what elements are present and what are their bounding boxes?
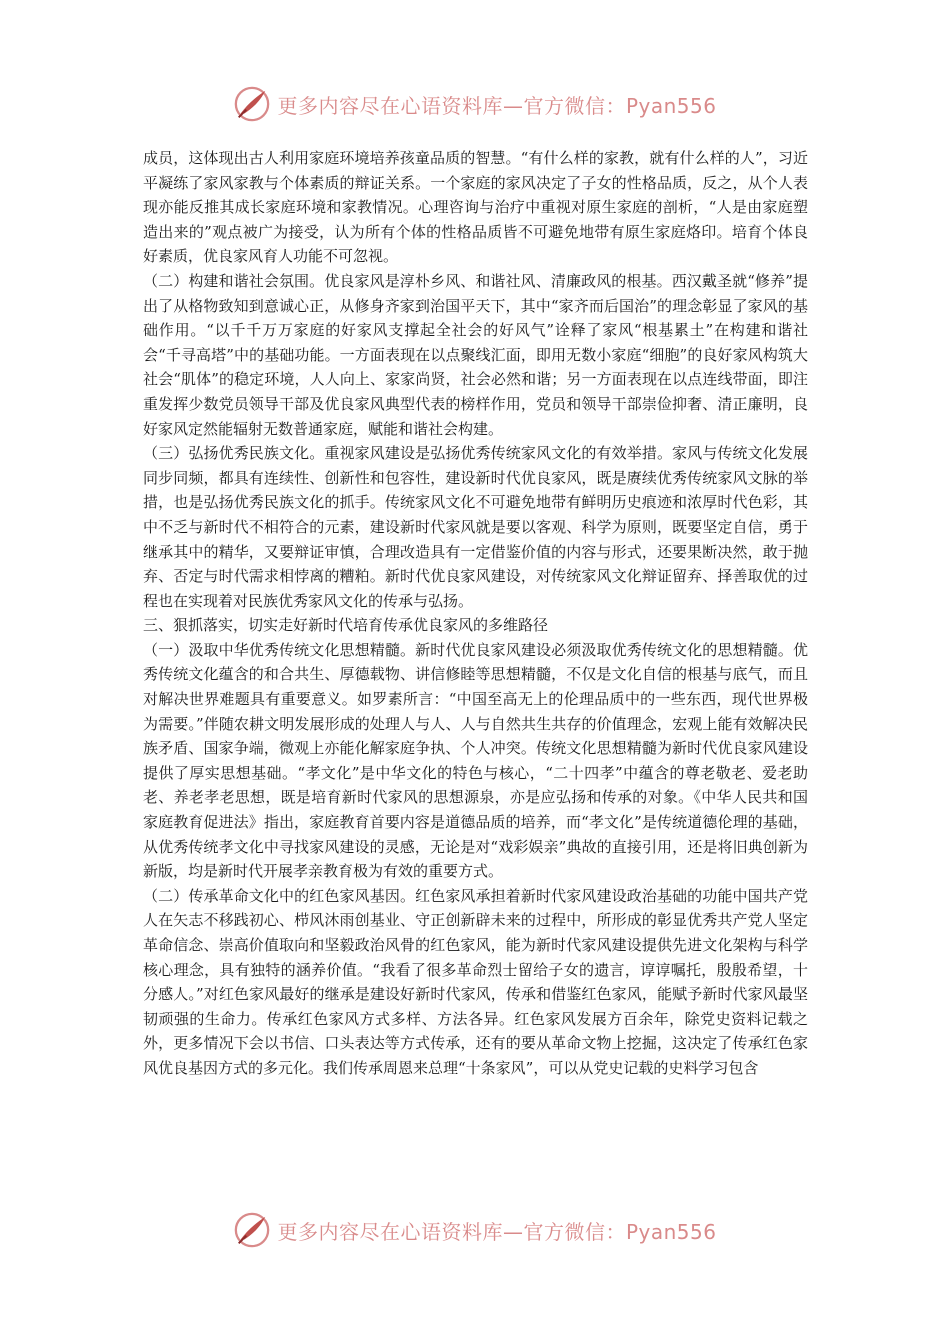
quill-logo-icon <box>233 85 271 123</box>
footer-banner <box>0 1210 950 1250</box>
banner-text: 更多内容尽在心语资料库—官方微信：Pyan556 <box>277 93 717 118</box>
paragraph: （二）构建和谐社会氛围。优良家风是淳朴乡风、和谐社风、清廉政风的根基。西汉戴圣就“修养”提出了从格物致知到意诚心正，从修身齐家到治国平天下，其中“家齐而后国治”的理念彰显了家风的基础作用。“以千千万万家庭的好家风支撑起全社会的好风气”诠释了家风“根基累土”在构建和谐社会“千寻高塔”中的基础功能。一方面表现在以点聚线汇面，即用无数小家庭“细胞”的良好家风构筑大社会“肌体”的稳定环境，人人向上、家家尚贤，社会必然和谐；另一方面表现在以点连线带面，即注重发挥少数党员领导干部及优良家风典型代表的榜样作用，党员和领导干部崇俭抑奢、清正廉明，良好家风定然能辐射无数普通家庭，赋能和谐社会构建。 <box>143 271 808 438</box>
quill-logo-icon <box>233 1211 271 1249</box>
paragraph: 成员，这体现出古人利用家庭环境培养孩童品质的智慧。“有什么样的家教，就有什么样的人”，习近平凝练了家风家教与个体素质的辩证关系。一个家庭的家风决定了子女的性格品质，反之，从个人表现亦能反推其成长家庭环境和家教情况。心理咨询与治疗中重视对原生家庭的剖析，“人是由家庭塑造出来的”观点被广为接受，认为所有个体的性格品质皆不可避免地带有原生家庭烙印。培育个体良好素质，优良家风育人功能不可忽视。 <box>143 149 808 266</box>
paragraph: （三）弘扬优秀民族文化。重视家风建设是弘扬优秀传统家风文化的有效举措。家风与传统文化发展同步同频，都具有连续性、创新性和包容性，建设新时代优良家风，既是赓续优秀传统家风文脉的举措，也是弘扬优秀民族文化的抓手。传统家风文化不可避免地带有鲜明历史痕迹和浓厚时代色彩，其中不乏与新时代不相符合的元素，建设新时代家风就是要以客观、科学为原则，既要坚定自信，勇于继承其中的精华，又要辩证审慎，合理改造具有一定借鉴价值的内容与形式，还要果断决然，敢于抛弃、否定与时代需求相悖离的糟粕。新时代优良家风建设，对传统家风文化辩证留弃、择善取优的过程也在实现着对民族优秀家风文化的传承与弘扬。 <box>143 444 808 610</box>
header-banner <box>0 84 950 124</box>
paragraph: （一）汲取中华优秀传统文化思想精髓。新时代优良家风建设必须汲取优秀传统文化的思想精髓。优秀传统文化蕴含的和合共生、厚德载物、讲信修睦等思想精髓，不仅是文化自信的根基与底气，而且对解决世界难题具有重要意义。如罗素所言：“中国至高无上的伦理品质中的一些东西，现代世界极为需要。”伴随农耕文明发展形成的处理人与人、人与自然共生共存的价值理念，宏观上能有效解决民族矛盾、国家争端，微观上亦能化解家庭争执、个人冲突。传统文化思想精髓为新时代优良家风建设提供了厚实思想基础。“孝文化”是中华文化的特色与核心，“二十四孝”中蕴含的尊老敬老、爱老助老、养老孝老思想，既是培育新时代家风的思想源泉，亦是应弘扬和传承的对象。《中华人民共和国家庭教育促进法》指出，家庭教育首要内容是道德品质的培养，而“孝文化”是传统道德伦理的基础，从优秀传统孝文化中寻找家风建设的灵感，无论是对“戏彩娱亲”典故的直接引用，还是将旧典创新为新版，均是新时代开展孝亲教育极为有效的重要方式。 <box>143 640 808 881</box>
section-heading: 三、狠抓落实，切实走好新时代培育传承优良家风的多维路径 <box>143 616 549 635</box>
document-body <box>143 146 808 1081</box>
banner-text: 更多内容尽在心语资料库—官方微信：Pyan556 <box>277 1219 717 1244</box>
paragraph: （二）传承革命文化中的红色家风基因。红色家风承担着新时代家风建设政治基础的功能中国共产党人在矢志不移践初心、栉风沐雨创基业、守正创新辟未来的过程中，所形成的彰显优秀共产党人坚定革命信念、崇高价值取向和坚毅政治风骨的红色家风，能为新时代家风建设提供先进文化架构与科学核心理念，具有独特的涵养价值。“我看了很多革命烈士留给子女的遗言，谆谆嘱托，殷殷希望，十分感人。”对红色家风最好的继承是建设好新时代家风，传承和借鉴红色家风，能赋予新时代家风最坚韧顽强的生命力。传承红色家风方式多样、方法各异。红色家风发展方百余年，除党史资料记载之外，更多情况下会以书信、口头表达等方式传承，还有的要从革命文物上挖掘，这决定了传承红色家风优良基因方式的多元化。我们传承周恩来总理“十条家风”，可以从党史记载的史料学习包含 <box>143 886 808 1077</box>
